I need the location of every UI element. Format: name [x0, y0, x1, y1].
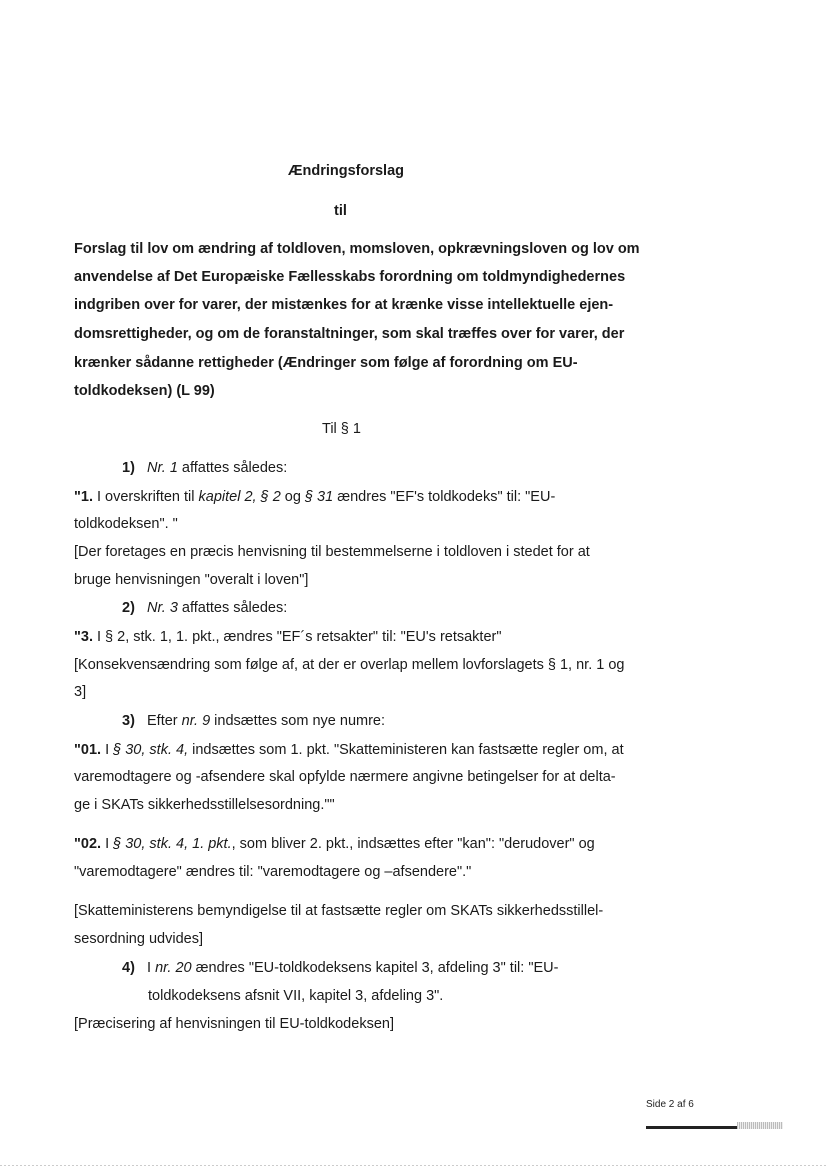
text-run: ændres "EF's toldkodeks" til: "EU-: [333, 489, 556, 505]
item-number: "02.: [74, 836, 102, 852]
footer-bar-pattern: [737, 1122, 783, 1129]
amendment-ref: Nr. 3: [147, 600, 178, 616]
bill-title-line: Forslag til lov om ændring af toldloven, momsloven, opkrævningsloven og lov om: [74, 241, 640, 257]
item-number: "01.: [74, 742, 102, 758]
amendment-3-line: varemodtagere og -afsendere skal opfylde nærmere angivne betingelser for at delta-: [74, 769, 616, 785]
scan-edge-line: [0, 1165, 827, 1166]
amendment-4-line: toldkodeksens afsnit VII, kapitel 3, afdeling 3".: [148, 988, 444, 1004]
reference: § 30, stk. 4, 1. pkt.: [113, 836, 232, 852]
amendment-ref: nr. 9: [181, 713, 211, 729]
bill-title-line: domsrettigheder, og om de foranstaltninger, som skal træffes over for varer, der: [74, 326, 625, 342]
amendment-3-note: sesordning udvides]: [74, 931, 203, 947]
amendment-3-line: "varemodtagere" ændres til: "varemodtagere og –afsendere".": [74, 864, 472, 880]
bill-title-line: indgriben over for varer, der mistænkes for at krænke visse intellektuelle ejen-: [74, 297, 614, 313]
text-run: I: [147, 960, 156, 976]
footer-bar: [646, 1126, 737, 1129]
amendment-3-line: [74, 740, 624, 760]
amendment-4-heading: [122, 958, 558, 978]
amendment-3-line: [74, 834, 595, 854]
amendment-1-note: bruge henvisningen "overalt i loven"]: [74, 572, 309, 588]
amendment-1-heading: [122, 458, 287, 478]
til-label: til: [334, 203, 347, 219]
amendment-text: affattes således:: [177, 600, 288, 616]
page-number: Side 2 af 6: [646, 1099, 694, 1110]
amendment-2-line: [74, 627, 502, 647]
amendment-text: indsættes som nye numre:: [210, 713, 386, 729]
text-run: indsættes som 1. pkt. "Skatteministeren kan fastsætte regler om, at: [188, 742, 624, 758]
amendment-3-note: [Skatteministerens bemyndigelse til at fastsætte regler om SKATs sikkerhedsstillel-: [74, 903, 604, 919]
document-title: Ændringsforslag: [288, 163, 405, 179]
text-run: I: [101, 836, 114, 852]
text-run: I: [101, 742, 114, 758]
amendment-text: ændres "EU-toldkodeksens kapitel 3, afdeling 3" til: "EU-: [191, 960, 559, 976]
amendment-number: 2): [122, 600, 135, 616]
amendment-1-note: [Der foretages en præcis henvisning til bestemmelserne i toldloven i stedet for at: [74, 544, 590, 560]
amendment-1-line: [74, 487, 555, 507]
item-number: "3.: [74, 629, 93, 645]
amendment-ref: Nr. 1: [147, 460, 178, 476]
bill-title-line: anvendelse af Det Europæiske Fællesskabs forordning om toldmyndighedernes: [74, 269, 626, 285]
amendment-3-line: ge i SKATs sikkerhedsstillelsesordning."": [74, 797, 335, 813]
bill-title-line: toldkodeksen) (L 99): [74, 383, 215, 399]
bill-title-line: krænker sådanne rettigheder (Ændringer som følge af forordning om EU-: [74, 355, 578, 371]
reference: kapitel 2, § 2: [198, 489, 281, 505]
amendment-number: 1): [122, 460, 135, 476]
text-run: og: [280, 489, 305, 505]
text-run: Efter: [147, 713, 182, 729]
amendment-1-line: toldkodeksen". ": [74, 516, 178, 532]
text-run: I § 2, stk. 1, 1. pkt., ændres "EF´s retsakter" til: "EU's retsakter": [92, 629, 502, 645]
amendment-ref: nr. 20: [155, 960, 192, 976]
reference: § 30, stk. 4,: [113, 742, 189, 758]
amendment-2-heading: [122, 598, 287, 618]
amendment-number: 4): [122, 960, 135, 976]
item-number: "1.: [74, 489, 93, 505]
section-heading: Til § 1: [322, 421, 361, 437]
amendment-4-note: [Præcisering af henvisningen til EU-toldkodeksen]: [74, 1016, 394, 1032]
text-run: I overskriften til: [92, 489, 199, 505]
amendment-text: affattes således:: [177, 460, 288, 476]
amendment-3-heading: [122, 711, 385, 731]
amendment-2-note: 3]: [74, 684, 87, 700]
amendment-number: 3): [122, 713, 135, 729]
amendment-2-note: [Konsekvensændring som følge af, at der er overlap mellem lovforslagets § 1, nr. 1 og: [74, 657, 625, 673]
text-run: , som bliver 2. pkt., indsættes efter "kan": "derudover" og: [231, 836, 595, 852]
reference: § 31: [304, 489, 334, 505]
